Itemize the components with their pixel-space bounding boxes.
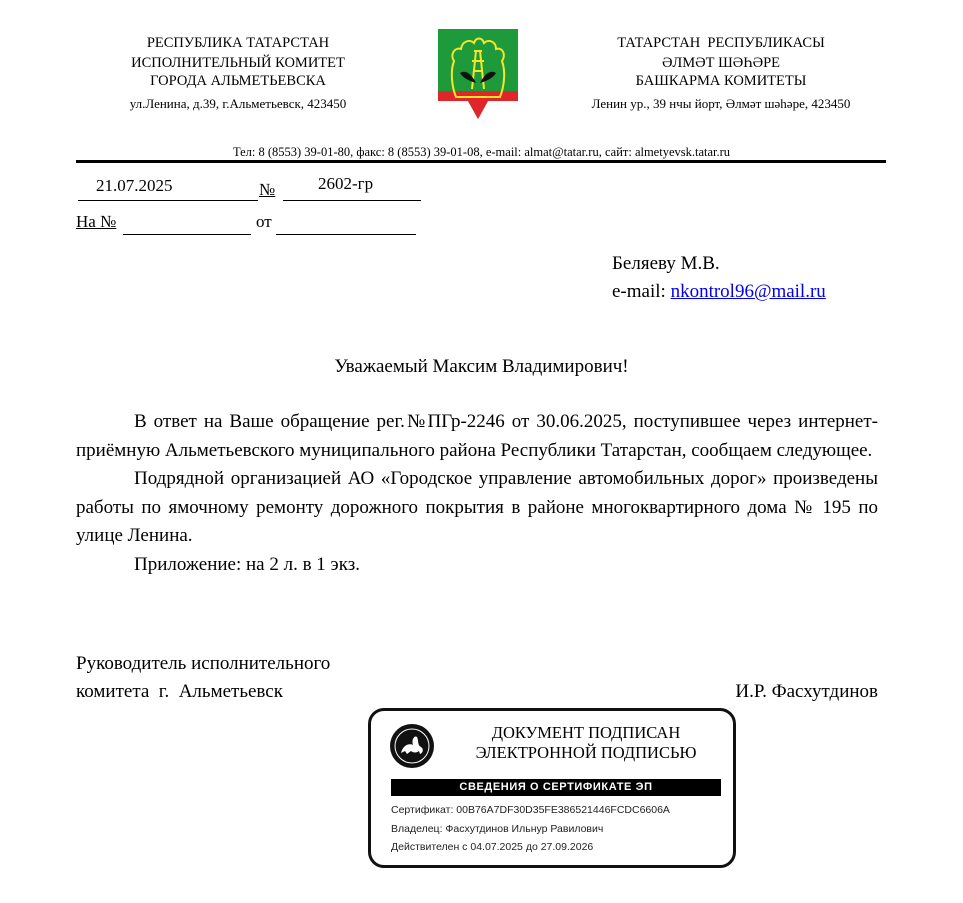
body-paragraph: В ответ на Ваше обращение рег.№ПГр-2246 от 30.06.2025, поступившее через интернет-приёмную Альметьевского муниципального района Республики Татарстан, сообщаем следующее. bbox=[76, 411, 878, 461]
stamp-certificate-bar: СВЕДЕНИЯ О СЕРТИФИКАТЕ ЭП bbox=[391, 779, 721, 796]
body-paragraph: Подрядной организацией АО «Городское управление автомобильных дорог» произведены работы по ямочному ремонту дорожного покрытия в районе многоквартирного дома № 195 по улице Ленина. bbox=[76, 468, 878, 546]
addressee-name: Беляеву М.В. bbox=[612, 253, 720, 274]
letter-body bbox=[76, 408, 878, 579]
header-right-block bbox=[556, 33, 886, 114]
addressee-block bbox=[612, 250, 826, 306]
addressee-email-link[interactable]: nkontrol96@mail.ru bbox=[670, 281, 826, 302]
stamp-title-line1: ДОКУМЕНТ ПОДПИСАН bbox=[491, 723, 681, 742]
header-right-line2: ӘЛМӘТ ШӘҺӘРЕ bbox=[661, 55, 781, 71]
number-label: № bbox=[259, 180, 276, 199]
email-label: e-mail: bbox=[612, 281, 671, 302]
electronic-signature-stamp bbox=[368, 708, 736, 868]
stamp-certificate-info bbox=[391, 801, 670, 857]
contacts-line: Тел: 8 (8553) 39-01-80, факс: 8 (8553) 39-01-08, e-mail: almat@tatar.ru, сайт: almetyevsk.tatar.ru bbox=[232, 145, 731, 159]
stamp-owner: Владелец: Фасхутдинов Ильнур Равилович bbox=[391, 822, 604, 835]
signer-position-line1: Руководитель исполнительного bbox=[76, 653, 331, 674]
header-left-line1: РЕСПУБЛИКА ТАТАРСТАН bbox=[146, 35, 330, 51]
header-right-line1: ТАТАРСТАН РЕСПУБЛИКАСЫ bbox=[617, 35, 825, 51]
addressee-email-row bbox=[612, 278, 826, 306]
outgoing-registration bbox=[78, 176, 438, 200]
stamp-validity: Действителен с 04.07.2025 до 27.09.2026 bbox=[391, 841, 594, 853]
reply-number-label: На № bbox=[76, 212, 117, 231]
body-paragraph-attachment: Приложение: на 2 л. в 1 экз. bbox=[134, 553, 360, 575]
stamp-title bbox=[441, 723, 731, 763]
header-left-block bbox=[78, 33, 398, 114]
header-right-address: Ленин ур., 39 нчы йорт, Әлмәт шәһәре, 423450 bbox=[591, 96, 851, 111]
header-left-address: ул.Ленина, д.39, г.Альметьевск, 423450 bbox=[129, 96, 347, 111]
signature-block bbox=[76, 650, 878, 706]
header-divider bbox=[76, 160, 886, 163]
header-left-line2: ИСПОЛНИТЕЛЬНЫЙ КОМИТЕТ bbox=[131, 55, 345, 71]
document-date: 21.07.2025 bbox=[96, 176, 173, 195]
tatarstan-seal-icon bbox=[389, 723, 435, 769]
incoming-reference bbox=[76, 212, 436, 236]
reply-from-label: от bbox=[256, 212, 272, 231]
header-left-line3: ГОРОДА АЛЬМЕТЬЕВСКА bbox=[150, 73, 326, 89]
stamp-certificate: Сертификат: 00B76A7DF30D35FE386521446FCDC6606A bbox=[391, 804, 670, 816]
almetyevsk-coat-of-arms-icon bbox=[436, 27, 520, 123]
stamp-title-line2: ЭЛЕКТРОННОЙ ПОДПИСЬЮ bbox=[475, 743, 697, 762]
header-right-line3: БАШКАРМА КОМИТЕТЫ bbox=[635, 73, 807, 89]
document-number: 2602-гр bbox=[318, 174, 374, 193]
signer-position-line2: комитета г. Альметьевск bbox=[76, 681, 283, 702]
signer-name: И.Р. Фасхутдинов bbox=[735, 681, 878, 702]
greeting: Уважаемый Максим Владимирович! bbox=[334, 356, 629, 377]
